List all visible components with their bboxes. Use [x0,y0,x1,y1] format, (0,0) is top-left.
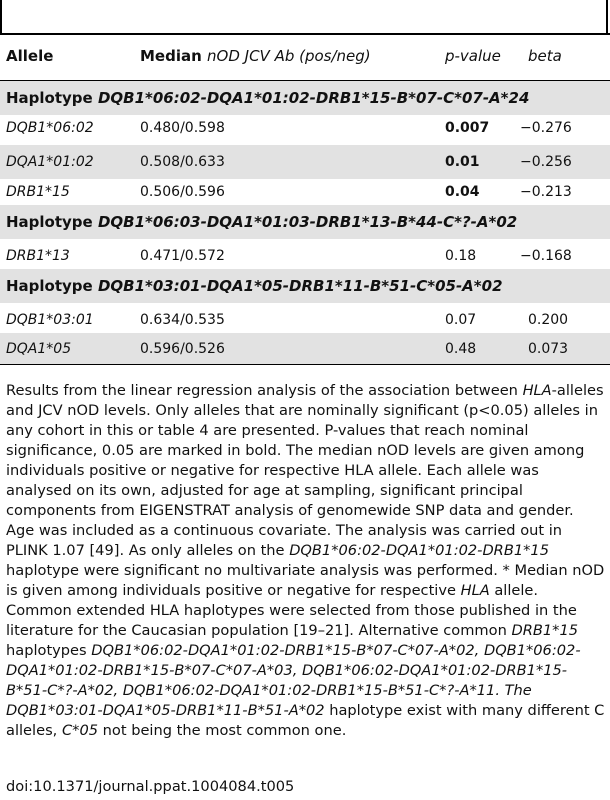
table-row: DQA1*01:02 0.508/0.633 0.01 −0.256 [0,145,610,179]
table-row: DRB1*15 0.506/0.596 0.04 −0.213 [6,184,572,200]
table-bottom-rule [0,364,610,365]
haplotype-row: Haplotype DQB1*06:02-DQA1*01:02-DRB1*15-B*07-C*07-A*24 [0,81,610,115]
table-top-frame [0,0,608,33]
haplotype-row: Haplotype DQB1*03:01-DQA1*05-DRB1*11-B*51-C*05-A*02 [0,269,610,303]
table-row: DQA1*05 0.596/0.526 0.48 0.073 [0,333,610,364]
table-row: DQB1*06:02 0.480/0.598 0.007 −0.276 [6,120,572,136]
table-top-rule [0,33,610,35]
table-row: DRB1*13 0.471/0.572 0.18 −0.168 [6,248,572,264]
haplotype-row: Haplotype DQB1*06:03-DQA1*01:03-DRB1*13-B*44-C*?-A*02 [0,205,610,239]
header-median: Median nOD JCV Ab (pos/neg) [140,47,371,65]
table-row: DQB1*03:01 0.634/0.535 0.07 0.200 [6,312,569,328]
header-allele: Allele [6,47,54,65]
table-footnote: Results from the linear regression analysis of the association between HLA-alleles and JCV nOD levels. Only alleles that are nominally significant (p<0.05) alleles in any cohort in this or table 4 are presented. P-values that reach nominal significance, 0.05 are marked in bold. The median nOD levels are given among individuals positive or negative for respective HLA allele. Each allele was analysed on its own, adjusted for age at sampling, significant principal components from EIGENSTRAT analysis of genomewide SNP data and gender. Age was included as a continuous covariate. The analysis was carried out in PLINK 1.07 [49]. As only alleles on the DQB1*06:02-DQA1*01:02-DRB1*15 haplotype were significant no multivariate analysis was performed. * Median nOD is given among individuals positive or negative for respective HLA allele. Common extended HLA haplotypes were selected from those published in the literature for the Caucasian population [19–21]. Alternative common DRB1*15 haplotypes DQB1*06:02-DQA1*01:02-DRB1*15-B*07-C*07-A*02, DQB1*06:02-DQA1*01:02-DRB1*15-B*07-C*07-A*03, DQB1*06:02-DQA1*01:02-DRB1*15-B*51-C*?-A*02, DQB1*06:02-DQA1*01:02-DRB1*15-B*51-C*?-A*11. The DQB1*03:01-DQA1*05-DRB1*11-B*51-A*02 haplotype exist with many different C alleles, C*05 not being the most common one. [6,382,605,739]
header-beta: beta [528,47,562,65]
doi-link[interactable]: doi:10.1371/journal.ppat.1004084.t005 [6,778,295,795]
header-pvalue: p-value [445,47,501,65]
